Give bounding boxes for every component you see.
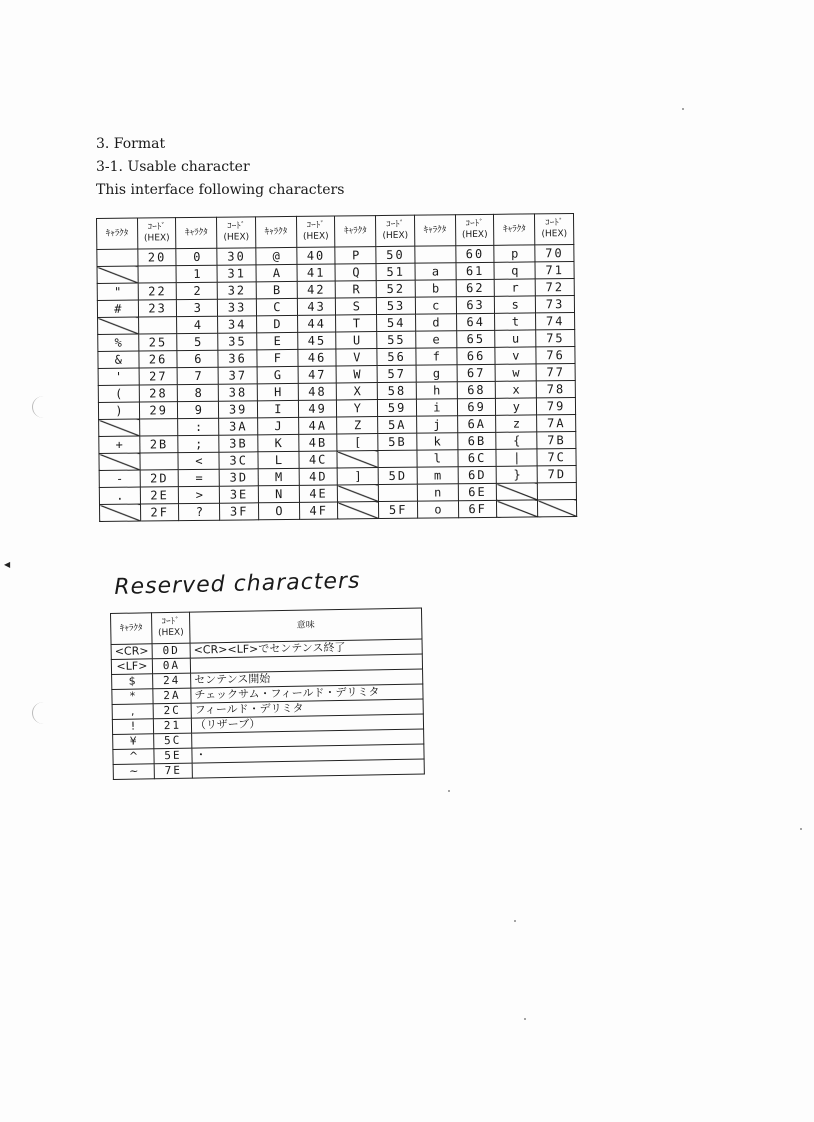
hex-code-cell: 7C xyxy=(537,448,576,465)
character-cell: n xyxy=(417,484,458,501)
meaning-cell: ・ xyxy=(192,744,424,763)
meaning-cell: フィールド・デリミタ xyxy=(191,699,423,718)
scan-speck xyxy=(800,828,802,830)
character-cell: ¥ xyxy=(113,734,154,750)
character-cell: M xyxy=(258,468,299,485)
character-cell: ! xyxy=(112,719,153,735)
reserved-characters-title: Reserved characters xyxy=(114,568,361,600)
character-column-header: ｷｬﾗｸﾀ xyxy=(335,216,376,247)
character-cell: = xyxy=(179,469,220,486)
character-cell: ^ xyxy=(113,749,154,765)
character-cell: 2 xyxy=(177,282,218,299)
hex-code-cell xyxy=(138,317,177,334)
hex-code-cell: 59 xyxy=(378,399,417,416)
hex-code-cell: 3C xyxy=(219,452,258,469)
hex-code-cell: 2A xyxy=(153,688,191,704)
hex-code-cell: 60 xyxy=(456,245,495,262)
character-cell: K xyxy=(258,434,299,451)
code-column-header: ｺｰﾄﾞ (HEX) xyxy=(535,213,574,244)
character-cell: 5 xyxy=(177,333,218,350)
hex-code-cell: 47 xyxy=(298,366,337,383)
hex-code-cell: 25 xyxy=(138,334,177,351)
hex-code-cell xyxy=(139,419,178,436)
hex-code-cell: 40 xyxy=(297,247,336,264)
scan-speck xyxy=(514,920,516,922)
character-cell: . xyxy=(99,487,140,504)
character-column-header: ｷｬﾗｸﾀ xyxy=(494,214,535,245)
hex-code-cell: 46 xyxy=(298,349,337,366)
character-cell: > xyxy=(179,486,220,503)
character-cell: R xyxy=(336,281,377,298)
hex-code-cell xyxy=(538,482,577,499)
hex-code-cell xyxy=(379,484,418,501)
character-cell: v xyxy=(495,347,536,364)
character-cell: E xyxy=(257,332,298,349)
hex-code-cell: 2B xyxy=(140,436,179,453)
hex-code-cell: 45 xyxy=(297,332,336,349)
hex-code-cell: 2C xyxy=(153,703,191,719)
hex-code-cell: 5D xyxy=(378,467,417,484)
hex-code-cell: 32 xyxy=(217,282,256,299)
hex-code-cell: 50 xyxy=(376,246,415,263)
hex-code-cell: 63 xyxy=(456,296,495,313)
hex-code-cell: 2D xyxy=(140,470,179,487)
character-cell: 9 xyxy=(178,401,219,418)
hex-code-cell: 28 xyxy=(139,385,178,402)
character-cell: - xyxy=(99,470,140,487)
reserved-characters-table xyxy=(110,608,425,780)
hex-code-cell: 3B xyxy=(219,435,258,452)
character-cell: 1 xyxy=(176,265,217,282)
character-cell: 8 xyxy=(178,384,219,401)
hex-code-cell: 79 xyxy=(537,397,576,414)
character-cell: ; xyxy=(178,435,219,452)
unassigned-cell xyxy=(497,500,538,517)
hex-code-cell: 4A xyxy=(298,417,337,434)
character-cell: ] xyxy=(338,468,379,485)
section-heading: 3. Format xyxy=(96,136,166,152)
unassigned-cell xyxy=(100,504,141,521)
scan-speck xyxy=(682,108,684,110)
hex-code-cell: 27 xyxy=(139,368,178,385)
character-cell: , xyxy=(112,704,153,720)
code-column-header: ｺｰﾄﾞ (HEX) xyxy=(137,218,176,249)
hex-code-cell: 64 xyxy=(456,313,495,330)
hex-code-cell: 76 xyxy=(536,346,575,363)
punch-hole-mark xyxy=(32,702,55,724)
hex-code-cell: 3A xyxy=(219,418,258,435)
character-cell: r xyxy=(495,279,536,296)
hex-code-cell: 22 xyxy=(138,283,177,300)
hex-code-cell: 53 xyxy=(377,297,416,314)
character-cell: k xyxy=(417,433,458,450)
character-column-header: ｷｬﾗｸﾀ xyxy=(414,215,455,246)
character-cell: [ xyxy=(337,434,378,451)
hex-code-cell: 70 xyxy=(535,244,574,261)
hex-code-cell: 73 xyxy=(536,295,575,312)
hex-code-cell: 24 xyxy=(153,673,191,689)
unassigned-cell xyxy=(337,451,378,468)
character-cell: p xyxy=(494,245,535,262)
hex-code-cell: 3D xyxy=(219,469,258,486)
character-cell: < xyxy=(178,452,219,469)
hex-code-cell: 43 xyxy=(297,298,336,315)
character-cell: S xyxy=(336,298,377,315)
character-cell: $ xyxy=(112,674,153,690)
character-cell: ( xyxy=(98,385,139,402)
hex-code-cell: 58 xyxy=(377,382,416,399)
unassigned-cell xyxy=(338,502,379,519)
code-column-header: ｺｰﾄﾞ (HEX) xyxy=(296,216,335,247)
character-cell: C xyxy=(256,298,297,315)
hex-code-cell: 5C xyxy=(154,733,192,749)
hex-code-cell: 4C xyxy=(299,451,338,468)
hex-code-cell: 39 xyxy=(219,401,258,418)
character-cell: & xyxy=(98,351,139,368)
hex-code-cell: 77 xyxy=(536,363,575,380)
hex-code-cell: 7B xyxy=(537,431,576,448)
unassigned-cell xyxy=(98,317,139,334)
hex-code-cell: 5A xyxy=(378,416,417,433)
punch-hole-mark xyxy=(32,396,55,418)
hex-code-cell: 4D xyxy=(299,468,338,485)
hex-code-cell: 34 xyxy=(218,316,257,333)
hex-code-cell: 30 xyxy=(217,248,256,265)
character-cell: Y xyxy=(337,400,378,417)
hex-code-cell: 6C xyxy=(458,449,497,466)
character-cell: H xyxy=(257,383,298,400)
character-cell: s xyxy=(495,296,536,313)
character-cell: f xyxy=(416,348,457,365)
hex-code-cell: 4E xyxy=(299,485,338,502)
character-cell: Q xyxy=(335,264,376,281)
character-cell: l xyxy=(417,450,458,467)
hex-code-cell: 0D xyxy=(152,643,190,659)
hex-code-cell: 21 xyxy=(153,718,191,734)
character-cell: W xyxy=(337,366,378,383)
character-cell: { xyxy=(496,432,537,449)
character-cell: ) xyxy=(98,402,139,419)
character-cell: a xyxy=(415,263,456,280)
hex-code-cell: 67 xyxy=(457,364,496,381)
hex-code-cell: 48 xyxy=(298,383,337,400)
hex-code-cell: 78 xyxy=(536,380,575,397)
hex-code-cell: 42 xyxy=(297,281,336,298)
hex-code-cell: 66 xyxy=(457,347,496,364)
character-cell: J xyxy=(258,417,299,434)
hex-code-cell xyxy=(378,450,417,467)
unassigned-cell xyxy=(538,499,577,516)
character-cell: d xyxy=(415,314,456,331)
character-cell: i xyxy=(416,399,457,416)
character-cell: } xyxy=(497,466,538,483)
hex-code-cell: 62 xyxy=(456,279,495,296)
hex-code-cell: 26 xyxy=(139,351,178,368)
hex-code-cell xyxy=(140,453,179,470)
character-cell xyxy=(415,246,456,263)
meaning-cell: センテンス開始 xyxy=(191,669,423,688)
character-column-header: ｷｬﾗｸﾀ xyxy=(97,218,138,249)
character-column-header: ｷｬﾗｸﾀ xyxy=(176,217,217,248)
hex-code-cell: 44 xyxy=(297,315,336,332)
hex-code-cell: 41 xyxy=(297,264,336,281)
hex-code-cell: 3F xyxy=(220,503,259,520)
meaning-cell: （リザーブ） xyxy=(191,714,423,733)
meaning-cell: チェックサム・フィールド・デリミタ xyxy=(191,684,423,703)
unassigned-cell xyxy=(99,453,140,470)
margin-arrow-icon: ◀ xyxy=(4,560,11,569)
hex-code-cell: 55 xyxy=(377,331,416,348)
hex-code-cell: 61 xyxy=(456,262,495,279)
hex-code-cell: 2E xyxy=(140,487,179,504)
hex-code-cell: 7E xyxy=(154,763,192,779)
character-cell: u xyxy=(495,330,536,347)
character-cell: c xyxy=(415,297,456,314)
character-cell: b xyxy=(415,280,456,297)
character-cell: h xyxy=(416,382,457,399)
character-cell: ? xyxy=(179,503,220,520)
character-cell: N xyxy=(258,485,299,502)
character-cell: z xyxy=(496,415,537,432)
character-cell: T xyxy=(336,315,377,332)
hex-code-cell: 37 xyxy=(218,367,257,384)
hex-code-cell: 56 xyxy=(377,348,416,365)
meaning-column-header: 意味 xyxy=(189,608,422,643)
character-column-header: ｷｬﾗｸﾀ xyxy=(111,613,153,645)
character-cell: : xyxy=(178,418,219,435)
hex-code-cell: 6D xyxy=(458,466,497,483)
hex-code-cell: 6F xyxy=(458,500,497,517)
hex-code-cell: 5F xyxy=(379,501,418,518)
character-cell: 7 xyxy=(178,367,219,384)
character-cell: Z xyxy=(337,417,378,434)
character-cell: ' xyxy=(98,368,139,385)
character-cell: " xyxy=(97,283,138,300)
hex-code-cell: 3E xyxy=(220,486,259,503)
character-cell: V xyxy=(336,349,377,366)
character-cell: L xyxy=(258,451,299,468)
character-cell: x xyxy=(496,381,537,398)
hex-code-cell: 57 xyxy=(377,365,416,382)
hex-code-cell: 75 xyxy=(536,329,575,346)
character-cell: # xyxy=(97,300,138,317)
subsection-heading: 3-1. Usable character xyxy=(96,159,250,175)
character-cell: 3 xyxy=(177,299,218,316)
character-cell: 4 xyxy=(177,316,218,333)
character-cell: * xyxy=(112,689,153,705)
code-column-header: ｺｰﾄﾞ (HEX) xyxy=(152,612,191,644)
hex-code-cell: 20 xyxy=(138,249,177,266)
character-cell: t xyxy=(495,313,536,330)
character-cell: <LF> xyxy=(111,659,152,675)
hex-code-cell: 69 xyxy=(457,398,496,415)
character-cell: X xyxy=(337,383,378,400)
hex-code-cell: 49 xyxy=(298,400,337,417)
hex-code-cell: 5E xyxy=(154,748,192,764)
table-header-row xyxy=(97,213,574,249)
hex-code-cell: 74 xyxy=(536,312,575,329)
character-cell: U xyxy=(336,332,377,349)
character-cell: O xyxy=(258,502,299,519)
hex-code-cell: 23 xyxy=(138,300,177,317)
character-cell: y xyxy=(496,398,537,415)
hex-code-cell: 35 xyxy=(218,333,257,350)
meaning-cell: <CR><LF>でセンテンス終了 xyxy=(190,639,422,658)
character-cell: q xyxy=(494,262,535,279)
character-cell: P xyxy=(335,247,376,264)
code-column-header: ｺｰﾄﾞ (HEX) xyxy=(455,214,494,245)
character-cell: e xyxy=(416,331,457,348)
hex-code-cell: 51 xyxy=(376,263,415,280)
hex-code-cell: 4B xyxy=(299,434,338,451)
hex-code-cell: 65 xyxy=(456,330,495,347)
unassigned-cell xyxy=(497,483,538,500)
code-column-header: ｺｰﾄﾞ (HEX) xyxy=(376,215,415,246)
character-cell: | xyxy=(496,449,537,466)
character-cell: o xyxy=(417,501,458,518)
hex-code-cell: 0A xyxy=(152,658,190,674)
hex-code-cell: 68 xyxy=(457,381,496,398)
intro-text: This interface following characters xyxy=(96,182,345,198)
character-cell: @ xyxy=(256,247,297,264)
hex-code-cell: 2F xyxy=(140,504,179,521)
table-row xyxy=(100,499,577,521)
character-cell: ~ xyxy=(113,764,154,780)
hex-code-cell: 72 xyxy=(535,278,574,295)
hex-code-cell: 4F xyxy=(299,502,338,519)
character-cell: + xyxy=(99,436,140,453)
hex-code-cell: 6E xyxy=(458,483,497,500)
character-cell: D xyxy=(257,315,298,332)
usable-characters-table xyxy=(96,213,577,522)
character-column-header: ｷｬﾗｸﾀ xyxy=(255,216,296,247)
character-cell: g xyxy=(416,365,457,382)
hex-code-cell: 7A xyxy=(537,414,576,431)
character-cell: m xyxy=(417,467,458,484)
hex-code-cell: 54 xyxy=(377,314,416,331)
character-cell: j xyxy=(417,416,458,433)
unassigned-cell xyxy=(99,419,140,436)
character-cell: A xyxy=(256,264,297,281)
character-cell xyxy=(97,249,138,266)
hex-code-cell: 52 xyxy=(376,280,415,297)
hex-code-cell: 7D xyxy=(537,465,576,482)
hex-code-cell: 5B xyxy=(378,433,417,450)
character-cell: % xyxy=(98,334,139,351)
hex-code-cell xyxy=(138,266,177,283)
character-cell: w xyxy=(495,364,536,381)
unassigned-cell xyxy=(97,266,138,283)
character-cell: <CR> xyxy=(111,644,152,660)
hex-code-cell: 36 xyxy=(218,350,257,367)
unassigned-cell xyxy=(338,485,379,502)
hex-code-cell: 6A xyxy=(457,415,496,432)
scan-speck xyxy=(448,790,450,792)
character-cell: I xyxy=(257,400,298,417)
hex-code-cell: 31 xyxy=(217,265,256,282)
hex-code-cell: 29 xyxy=(139,402,178,419)
character-cell: 6 xyxy=(177,350,218,367)
code-column-header: ｺｰﾄﾞ (HEX) xyxy=(217,217,256,248)
character-cell: G xyxy=(257,366,298,383)
hex-code-cell: 38 xyxy=(219,384,258,401)
character-cell: 0 xyxy=(176,248,217,265)
character-cell: B xyxy=(256,281,297,298)
hex-code-cell: 33 xyxy=(218,299,257,316)
character-cell: F xyxy=(257,349,298,366)
hex-code-cell: 71 xyxy=(535,261,574,278)
scan-speck xyxy=(524,1018,526,1020)
meaning-cell xyxy=(192,759,424,778)
hex-code-cell: 6B xyxy=(457,432,496,449)
